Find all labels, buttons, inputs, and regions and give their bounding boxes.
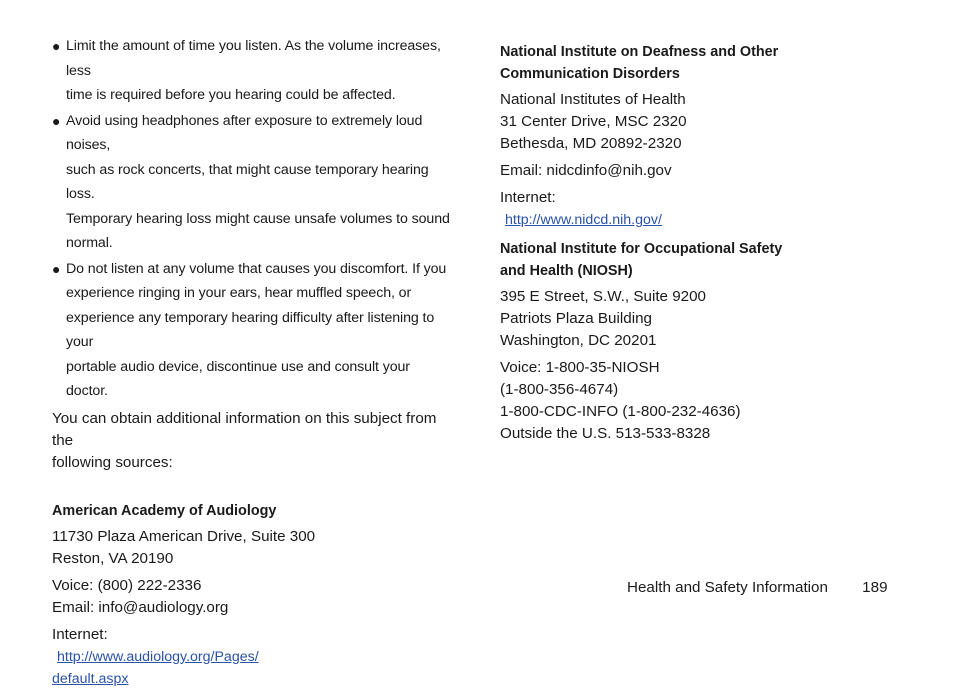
bullet-icon: ● [52, 260, 61, 277]
aaa-url-link[interactable]: http://www.audiology.org/Pages/ [57, 648, 259, 665]
nidcd-address: National Institutes of Health 31 Center Drive, MSC 2320 Bethesda, MD 20892-2320 [500, 91, 687, 152]
bullet-icon: ● [52, 38, 61, 54]
aaa-url-link-continued[interactable]: default.aspx [52, 670, 129, 687]
page-number: 189 [862, 579, 888, 596]
list-item: ● Do not listen at any volume that causes you discomfort. If you experience ringing in your ears, hear muffled speech, or experience any temporary hearing difficulty after listening to your portable audio device, discontinue use and consult your doctor. [52, 257, 452, 404]
niosh-contact: Voice: 1-800-35-NIOSH (1-800-356-4674) 1-800-CDC-INFO (1-800-232-4636) Outside the U.S. 513-533-8328 [500, 359, 741, 442]
page-footer [627, 577, 888, 599]
nidcd-url-link[interactable]: http://www.nidcd.nih.gov/ [505, 212, 662, 228]
aaa-contact: Voice: (800) 222-2336 Email: info@audiology.org [52, 576, 229, 616]
left-column [52, 34, 452, 690]
aaa-address: 11730 Plaza American Drive, Suite 300 Reston, VA 20190 [52, 527, 316, 567]
nidcd-title: National Institute on Deafness and Other Communication Disorders [500, 44, 779, 82]
nidcd-internet-label: Internet: [500, 189, 556, 206]
footer-section-title: Health and Safety Information [627, 579, 828, 596]
right-column [500, 41, 900, 445]
bullet-list [52, 34, 452, 404]
aaa-title: American Academy of Audiology [52, 502, 277, 519]
list-item: ● Avoid using headphones after exposure to extremely loud noises, such as rock concerts, that might cause temporary hearing loss. Temporary hearing loss might cause unsafe volumes to sound normal. [52, 109, 452, 256]
list-item: ● Limit the amount of time you listen. As the volume increases, less time is required before you hearing could be affected. [52, 34, 452, 108]
niosh-title: National Institute for Occupational Safety and Health (NIOSH) [500, 241, 783, 279]
bullet-icon: ● [52, 112, 61, 129]
intro-paragraph: You can obtain additional information on this subject from the following sources: [52, 409, 437, 471]
nidcd-email: Email: nidcdinfo@nih.gov [500, 162, 672, 179]
aaa-internet-label: Internet: [52, 625, 108, 643]
niosh-address: 395 E Street, S.W., Suite 9200 Patriots Plaza Building Washington, DC 20201 [500, 288, 706, 349]
